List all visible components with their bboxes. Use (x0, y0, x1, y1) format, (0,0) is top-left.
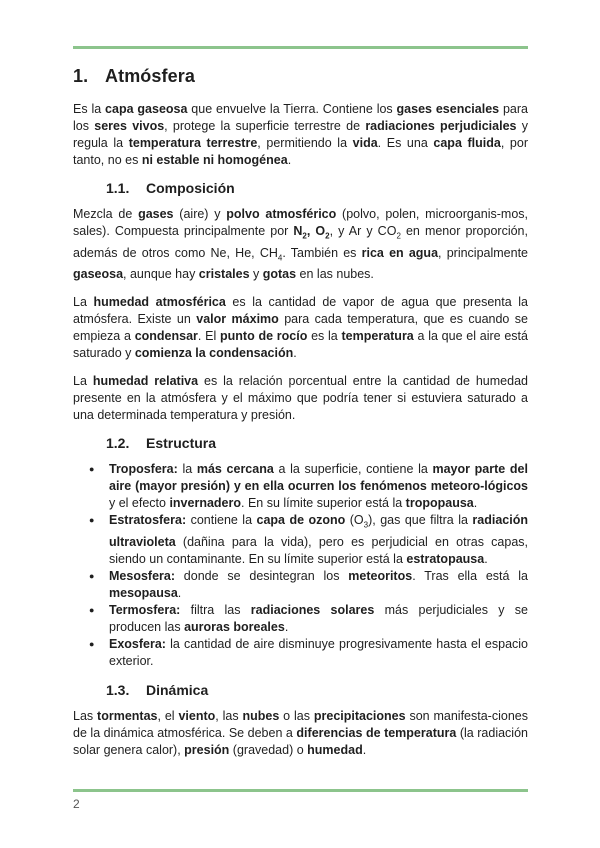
text-run: . (177, 585, 182, 600)
composicion-paragraph-2 (73, 294, 528, 362)
text-run: y el efecto (109, 496, 170, 510)
text-run: , principalmente (438, 245, 528, 260)
bold-run: radiaciones solares (250, 602, 375, 617)
subsection-heading-composicion (73, 180, 528, 196)
bold-run: precipitaciones (313, 708, 406, 723)
subsection-number: 1.3. (106, 681, 130, 698)
bold-run: capa fluida (433, 136, 501, 150)
text-run: la (177, 462, 197, 476)
text-run: . (287, 153, 292, 167)
dinamica-paragraph (73, 708, 528, 759)
bold-run: seres vivos (94, 119, 165, 133)
bold-run: presión (184, 742, 230, 757)
bold-run: gases (138, 207, 174, 221)
bold-run: gases esenciales (396, 102, 500, 116)
text-run: La (73, 295, 94, 309)
subsection-number: 1.2. (106, 435, 130, 451)
text-run: , permitiendo la (257, 136, 353, 150)
subsection-title: Dinámica (146, 681, 209, 698)
bold-run: Exosfera: (109, 636, 166, 651)
bold-run: tormentas (97, 708, 158, 723)
bold-run: auroras boreales (184, 619, 285, 634)
text-run: donde se desintegran los (175, 568, 349, 583)
subsection-heading-estructura (73, 435, 528, 451)
bold-run: mesopausa (109, 585, 178, 600)
subsection-heading-dinamica (73, 682, 528, 698)
section-number: 1. (73, 66, 89, 86)
subscript: 2 (302, 231, 307, 241)
text-run: que envuelve la Tierra. Contiene los (187, 102, 397, 116)
bold-run: Troposfera: (109, 462, 178, 476)
intro-paragraph (73, 101, 528, 169)
text-run: , por tanto, no es (73, 136, 528, 167)
text-run: es la relación porcentual entre la cantidad de humedad presente en la atmósfera y el máximo que podría tener si estuviera saturado a una determinada temperatura y presión. (73, 374, 528, 422)
text-run: y (249, 267, 263, 281)
bold-run: vida (352, 136, 378, 150)
text-run: para los (73, 102, 528, 133)
subsection-title: Estructura (146, 435, 217, 451)
section-heading-1 (73, 66, 528, 87)
bold-run: comienza la condensación (134, 346, 294, 360)
text-run: son manifesta-ciones de la dinámica atmosférica. Se deben a (73, 708, 528, 740)
subscript: 4 (277, 253, 283, 262)
list-item-mesosfera (109, 568, 528, 602)
text-run: a la superficie, contiene la (273, 462, 433, 476)
text-run: . También es (282, 245, 362, 260)
list-item-exosfera (109, 636, 528, 670)
bold-run: viento (178, 708, 216, 723)
list-item-termosfera (109, 602, 528, 636)
bold-run: cristales (198, 267, 250, 281)
text-run: para cada temperatura, que es cuando se empieza a (73, 312, 529, 343)
bold-run: ni estable ni homogénea (141, 153, 288, 167)
text-run: (dañina para la vida), pero es perjudicial en otras capas, siendo un contaminante. En su límite superior está la (109, 534, 528, 566)
bold-run: humedad atmosférica (93, 295, 226, 309)
page-content (73, 66, 528, 770)
text-run: es la (307, 329, 342, 343)
subscript: 2 (396, 231, 401, 241)
text-run: , el (157, 708, 179, 723)
bold-run: capa de ozono (256, 513, 346, 527)
text-run: en las nubes. (296, 267, 374, 281)
text-run: Mezcla de (73, 207, 139, 221)
text-run: contiene la (186, 513, 257, 527)
text-run: (la radiación solar genera calor), (73, 725, 528, 757)
text-run: y regula la (73, 119, 529, 150)
text-run: La (73, 374, 93, 388)
text-run: más perjudiciales y se producen las (109, 602, 529, 634)
bold-run: temperatura terrestre (128, 136, 258, 150)
text-run: (O (345, 513, 364, 527)
text-run: , aunque hay (123, 267, 199, 281)
text-run: , protege la superficie terrestre de (164, 119, 366, 133)
bold-run: punto de rocío (220, 329, 308, 343)
bold-run: radiaciones perjudiciales (365, 119, 517, 133)
bold-run: condensar (134, 329, 198, 343)
bold-run: valor máximo (196, 312, 279, 326)
text-run: , las (215, 708, 243, 723)
bold-run: N (293, 224, 303, 238)
bold-run: meteoritos (348, 568, 413, 583)
subsection-title: Composición (146, 180, 235, 196)
bold-run: diferencias de temperatura (296, 725, 457, 740)
section-title: Atmósfera (105, 66, 195, 86)
text-run: . (284, 619, 289, 634)
text-run: . (362, 742, 367, 757)
text-run: . Tras ella está la (412, 568, 528, 583)
text-run: (polvo, polen, microorganis-mos, sales). Compuesta principalmente por (73, 207, 528, 238)
subscript: 3 (363, 520, 369, 530)
bold-run: capa gaseosa (105, 102, 188, 116)
bold-run: Termosfera: (109, 602, 181, 617)
text-run: (gravedad) o (229, 742, 308, 757)
text-run: es la cantidad de vapor de agua que presenta la atmósfera. Existe un (73, 295, 528, 326)
bottom-rule (73, 789, 528, 792)
list-item-estratosfera (109, 512, 528, 568)
bold-run: rica en agua (361, 245, 439, 260)
bold-run: temperatura (341, 329, 414, 343)
bold-run: mayor parte del aire (mayor presión) y en ella ocurren los fenómenos meteoro-lógicos (109, 462, 528, 493)
subsection-number: 1.1. (106, 180, 130, 196)
text-run: filtra las (180, 602, 251, 617)
text-run: . Es una (377, 136, 434, 150)
bold-run: Estratosfera: (109, 513, 187, 527)
bold-run: gaseosa (73, 267, 124, 281)
bold-run: más cercana (196, 462, 274, 476)
text-run: ), gas que filtra la (368, 513, 473, 527)
bold-run: , O (306, 224, 326, 238)
text-run: , y Ar y CO (329, 224, 397, 238)
text-run: a la que el aire está saturado y (73, 329, 528, 360)
text-run: . (484, 551, 488, 566)
top-rule (73, 46, 528, 49)
page-number: 2 (73, 797, 80, 811)
bold-run: polvo atmosférico (226, 207, 337, 221)
bold-run: Mesosfera: (109, 568, 175, 583)
text-run: . (293, 346, 297, 360)
text-run: o las (279, 708, 314, 723)
bold-run: tropopausa (405, 496, 474, 510)
bold-run: radiación ultravioleta (109, 513, 528, 549)
bold-run: gotas (262, 267, 297, 281)
layers-list (73, 461, 528, 670)
text-run: la cantidad de aire disminuye progresivamente hasta el espacio exterior. (109, 636, 528, 668)
text-run: Las (73, 708, 98, 723)
bold-run: humedad (307, 742, 363, 757)
text-run: (aire) y (173, 207, 227, 221)
subscript: 2 (325, 231, 330, 241)
bold-run: humedad relativa (92, 374, 199, 388)
text-run: Es la (73, 102, 106, 116)
composicion-paragraph-3 (73, 373, 528, 424)
text-run: en menor proporción, además de otros como Ne, He, CH (73, 224, 528, 260)
bold-run: invernadero (169, 496, 242, 510)
text-run: . El (197, 329, 220, 343)
bold-run: nubes (242, 708, 280, 723)
text-run: . (473, 496, 478, 510)
text-run: . En su límite superior está la (241, 496, 406, 510)
composicion-paragraph-1 (73, 206, 528, 283)
list-item-troposfera (109, 461, 528, 512)
bold-run: estratopausa (406, 551, 485, 566)
